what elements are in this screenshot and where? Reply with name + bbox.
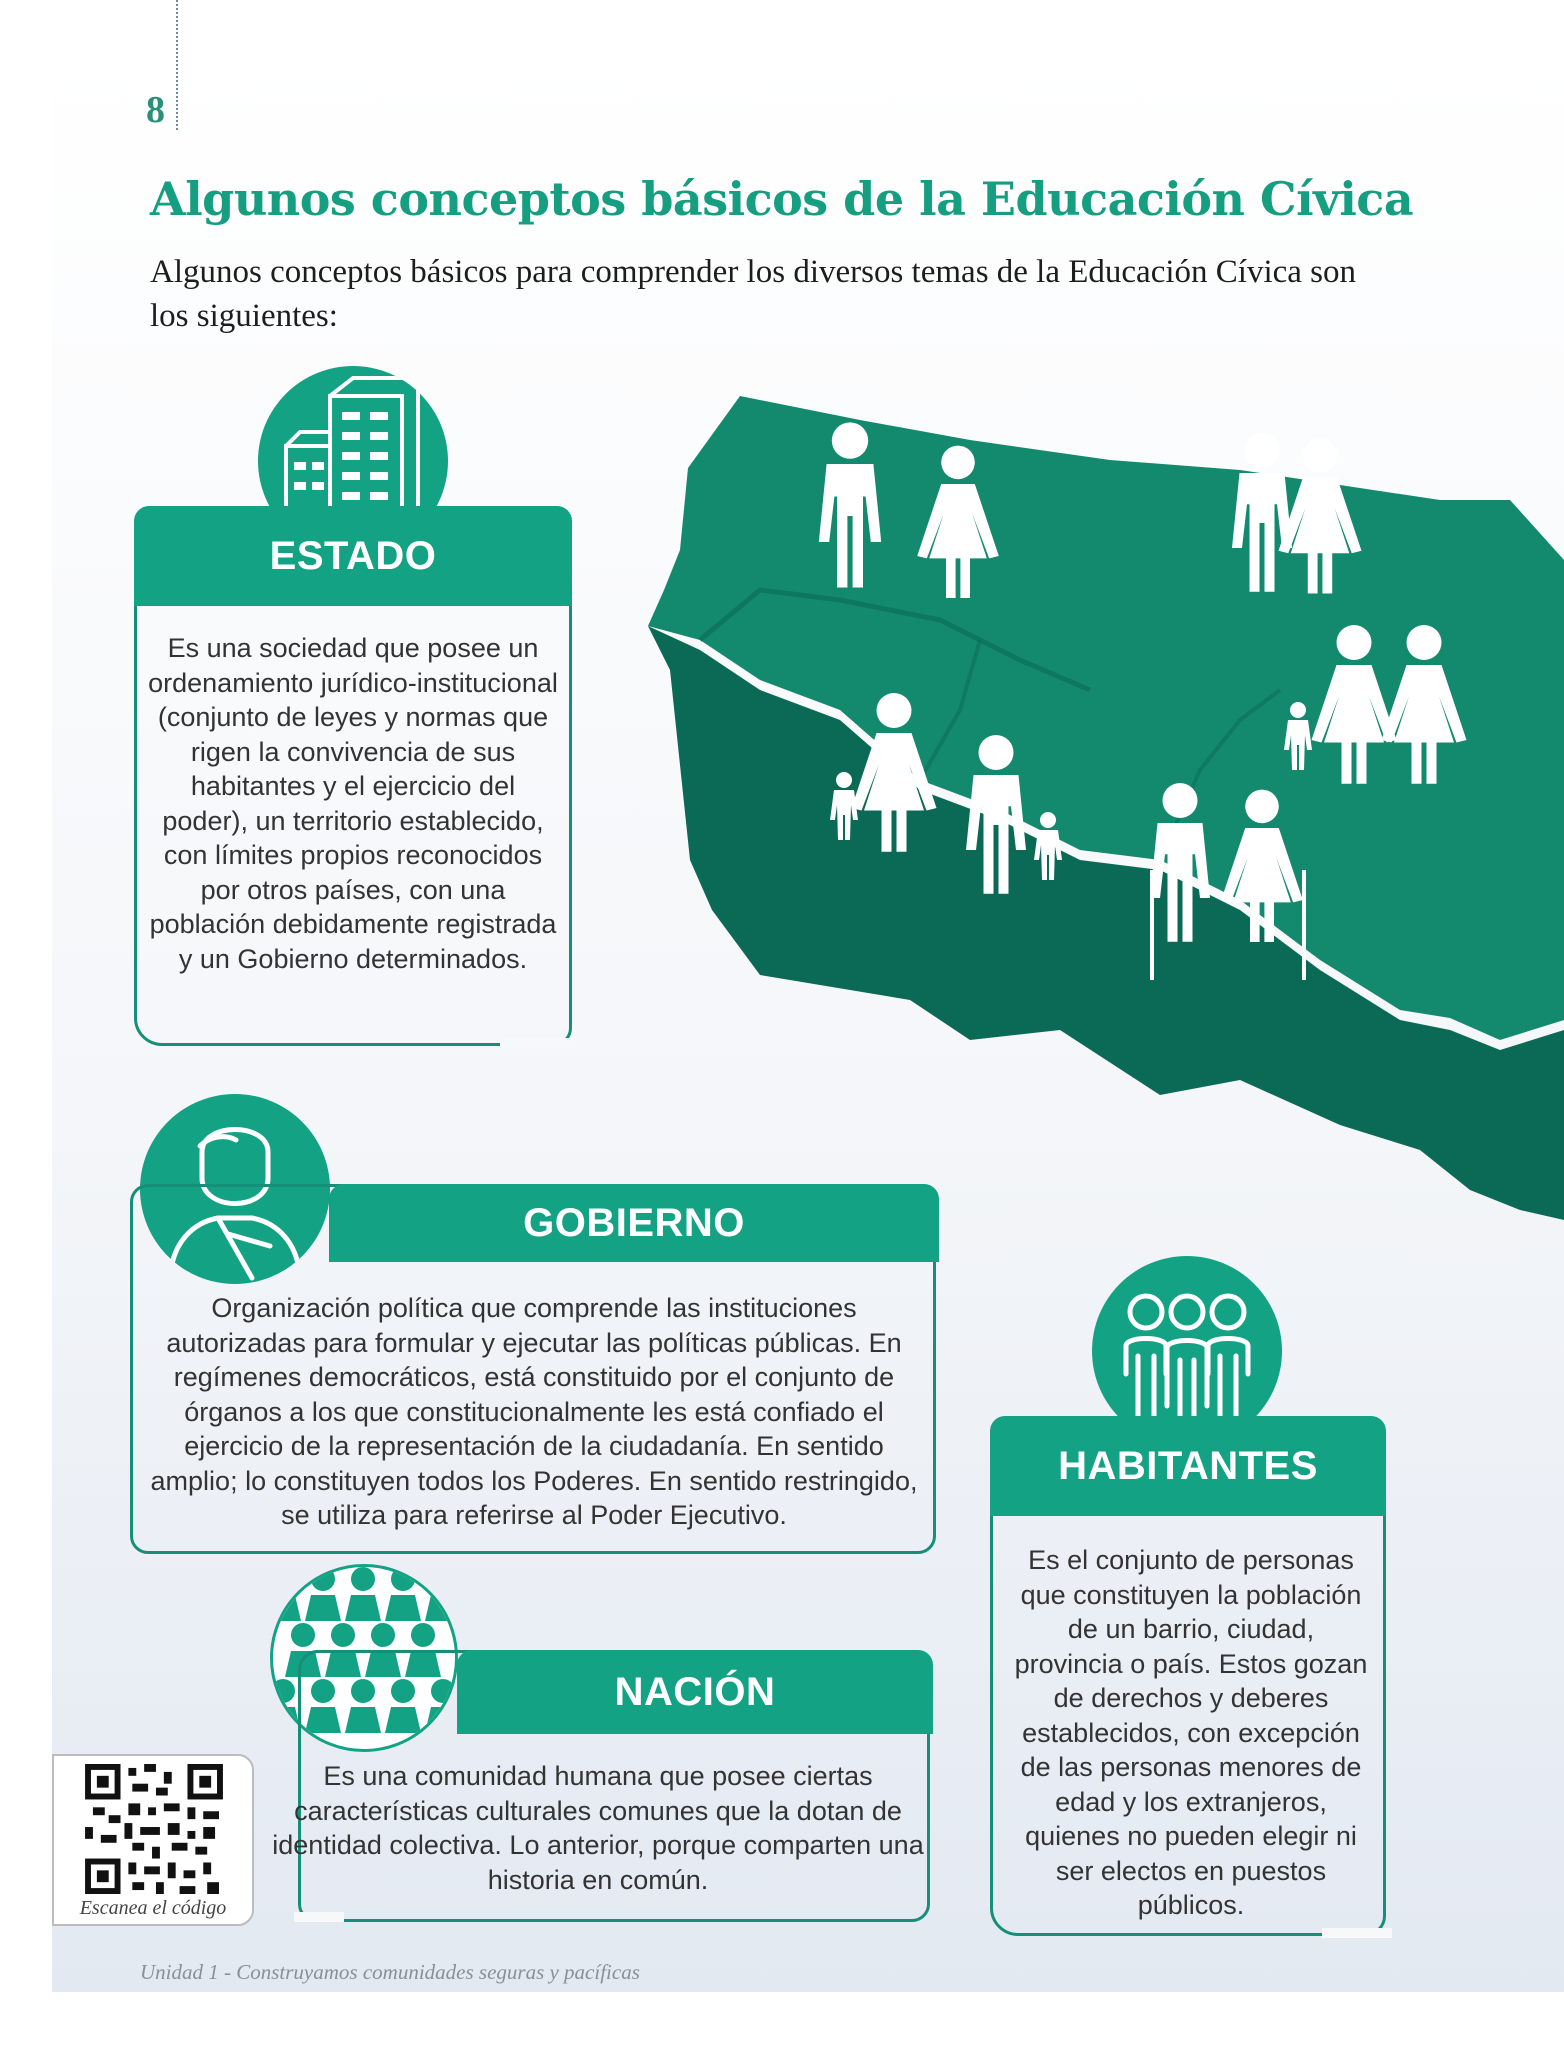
nacion-card [272,1650,930,1922]
margin-dotted-line [176,0,178,130]
estado-title: ESTADO [134,506,572,606]
habitantes-title: HABITANTES [990,1416,1386,1516]
qr-code-box [52,1754,254,1926]
estado-card [134,506,572,1046]
gobierno-text: Organización política que comprende las instituciones autorizadas para formular y ejecutar las políticas públicas. En regímenes democráticos, está constituido por el conjunto de órganos a los que constitucionalmente les está confiado el ejercicio de la representación de la ciudadanía. En sentido amplio; lo constituyen todos los Poderes. En sentido restringido, se utiliza para referirse al Poder Ejecutivo. [150,1293,918,1530]
page-footer: Unidad 1 - Construyamos comunidades seguras y pacíficas [140,1960,640,1984]
nacion-title: NACIÓN [457,1650,933,1734]
habitantes-card [990,1416,1386,1936]
estado-text: Es una sociedad que posee un ordenamiento jurídico-institucional (conjunto de leyes y normas que rigen la convivencia de sus habitantes y el ejercicio del poder), un territorio establecido, con límites propios reconocidos por otros países, con una población debidamente registrada y un Gobierno determinados. [148,633,558,974]
habitantes-text: Es el conjunto de personas que constituyen la población de un barrio, ciudad, provincia o país. Estos gozan de derechos y deberes establecidos, con excepción de las personas menores de edad y los extranjeros, quienes no pueden elegir ni ser electos en puestos públicos. [1014,1545,1368,1920]
intro-text: Algunos conceptos básicos para comprender los diversos temas de la Educación Cívica son los siguientes: [150,254,1356,334]
estado-card-gap [500,1038,576,1048]
gobierno-card [130,1184,936,1554]
qr-code-icon [84,1764,224,1894]
qr-code-label: Escanea el código [79,1897,227,1919]
page-title: Algunos conceptos básicos de la Educación Cívica [150,172,1414,226]
gobierno-title: GOBIERNO [329,1184,939,1262]
nacion-text: Es una comunidad humana que posee ciertas características culturales comunes que la dotan de identidad colectiva. Lo anterior, porque comparten una historia en común. [272,1761,924,1895]
habitantes-card-gap [1322,1928,1392,1938]
nacion-card-gap [294,1912,344,1922]
map-illustration [640,390,1564,1250]
page-number: 8 [146,89,165,131]
